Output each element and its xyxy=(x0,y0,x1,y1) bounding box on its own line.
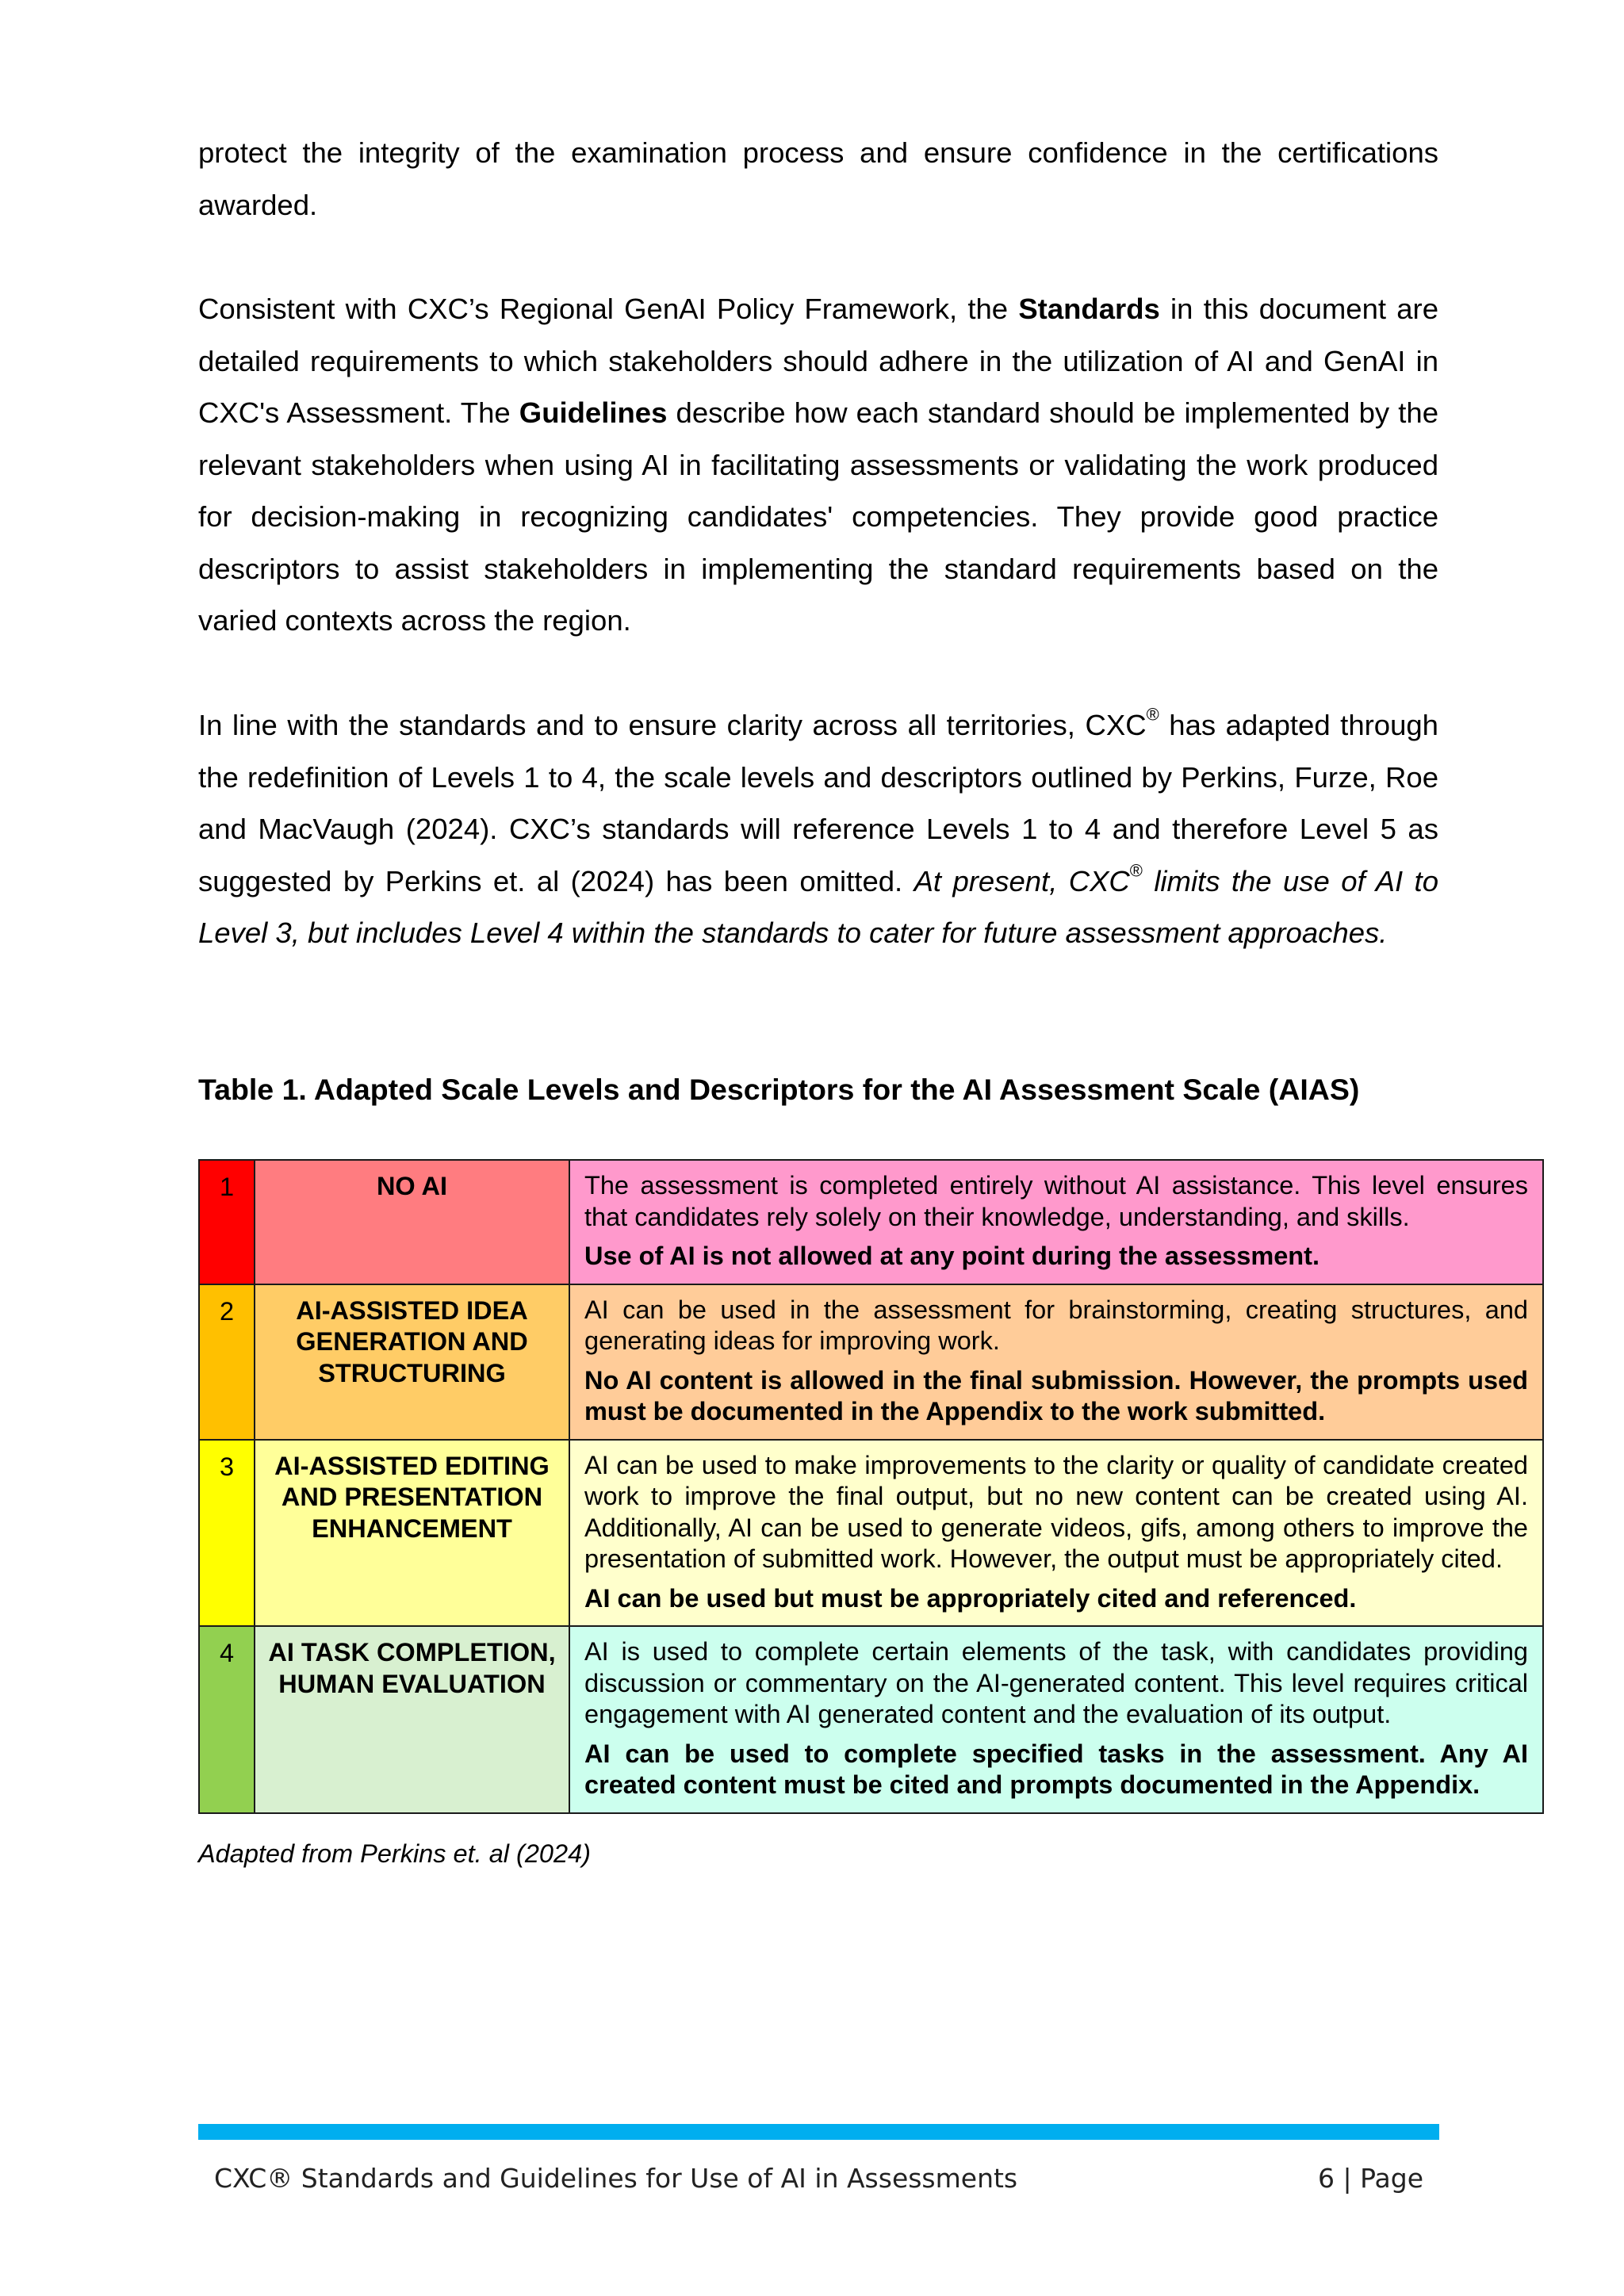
table-row xyxy=(199,1440,1543,1627)
p3-italic-1: At present, CXC xyxy=(914,864,1130,897)
page-number: 6 | Page xyxy=(1318,2163,1423,2194)
footer-title: CXC® Standards and Guidelines for Use of AI in Assessments xyxy=(214,2163,1018,2194)
level-description-cell xyxy=(569,1626,1543,1813)
p2-text-3: describe how each standard should be implemented by the relevant stakeholders when using AI in facilitating assessments or validating the work produced for decision-making in recognizing candidates' competencies. They provide good practice descriptors to assist stakeholders in implementing the standard requirements based on the varied contexts across the region. xyxy=(198,396,1438,637)
level-description-cell xyxy=(569,1440,1543,1627)
table-row xyxy=(199,1160,1543,1284)
p3-text-2: has adapted through the redefinition of Levels 1 to 4, the scale levels and descriptors outlined by Perkins, Furze, Roe and MacVaugh (2024). CXC’s standards will reference Levels 1 to 4 and therefore Level 5 as suggested by Perkins et. al (2024) has been omitted. xyxy=(198,709,1438,897)
p3-text-1: In line with the standards and to ensure clarity across all territories, CXC xyxy=(198,709,1147,741)
paragraph-intro-continuation xyxy=(198,127,1438,231)
level-rule: Use of AI is not allowed at any point during the assessment. xyxy=(584,1242,1320,1270)
p3-italic-2: limits the use of AI to Level 3, but includes Level 4 within the standards to cater for future assessment approaches. xyxy=(198,864,1438,949)
level-description-cell xyxy=(569,1160,1543,1284)
level-label: AI-ASSISTED EDITING AND PRESENTATION ENHANCEMENT xyxy=(255,1440,569,1627)
level-rule: No AI content is allowed in the final submission. However, the prompts used must be documented in the Appendix to the work submitted. xyxy=(584,1365,1528,1425)
level-number: 4 xyxy=(199,1626,255,1813)
level-description: AI can be used to make improvements to the clarity or quality of candidate created work to improve the final output, but no new content can be created using AI. Additionally, AI can be used to generate videos, gifs, among others to improve the presentation of submitted work. However, the output must be appropriately cited. xyxy=(584,1450,1528,1573)
level-rule: AI can be used but must be appropriately cited and referenced. xyxy=(584,1583,1357,1613)
table-source-note: Adapted from Perkins et. al (2024) xyxy=(198,1839,591,1868)
p2-text-1: Consistent with CXC’s Regional GenAI Policy Framework, the xyxy=(198,293,1019,325)
level-description: The assessment is completed entirely without AI assistance. This level ensures that candidates rely solely on their knowledge, understanding, and skills. xyxy=(584,1171,1528,1231)
table-caption: Table 1. Adapted Scale Levels and Descriptors for the AI Assessment Scale (AIAS) xyxy=(198,1073,1360,1106)
level-number: 3 xyxy=(199,1440,255,1627)
level-description: AI can be used in the assessment for brainstorming, creating structures, and generating ideas for improving work. xyxy=(584,1295,1528,1355)
level-label: AI-ASSISTED IDEA GENERATION AND STRUCTURING xyxy=(255,1284,569,1440)
footer-divider xyxy=(198,2124,1439,2140)
level-rule: AI can be used to complete specified tasks in the assessment. Any AI created content must be cited and prompts documented in the Appendix. xyxy=(584,1739,1528,1799)
registered-mark: ® xyxy=(1129,859,1143,880)
paragraph-standards-guidelines xyxy=(198,283,1438,647)
aias-table xyxy=(198,1159,1544,1814)
guidelines-term: Guidelines xyxy=(519,396,668,429)
level-number: 1 xyxy=(199,1160,255,1284)
level-description: AI is used to complete certain elements of the task, with candidates providing discussion or commentary on the AI-generated content. This level requires critical engagement with AI generated content and the evaluation of its output. xyxy=(584,1637,1528,1728)
level-label: AI TASK COMPLETION, HUMAN EVALUATION xyxy=(255,1626,569,1813)
table-row xyxy=(199,1626,1543,1813)
p1-text: protect the integrity of the examination process and ensure confidence in the certifications awarded. xyxy=(198,136,1438,221)
level-number: 2 xyxy=(199,1284,255,1440)
level-label: NO AI xyxy=(255,1160,569,1284)
paragraph-levels xyxy=(198,699,1438,959)
standards-term: Standards xyxy=(1018,293,1160,325)
level-description-cell xyxy=(569,1284,1543,1440)
registered-mark: ® xyxy=(1146,704,1159,725)
p2-text-2: in this document are detailed requirements to which stakeholders should adhere in the utilization of AI and GenAI in CXC's Assessment. The xyxy=(198,293,1439,429)
table-row xyxy=(199,1284,1543,1440)
